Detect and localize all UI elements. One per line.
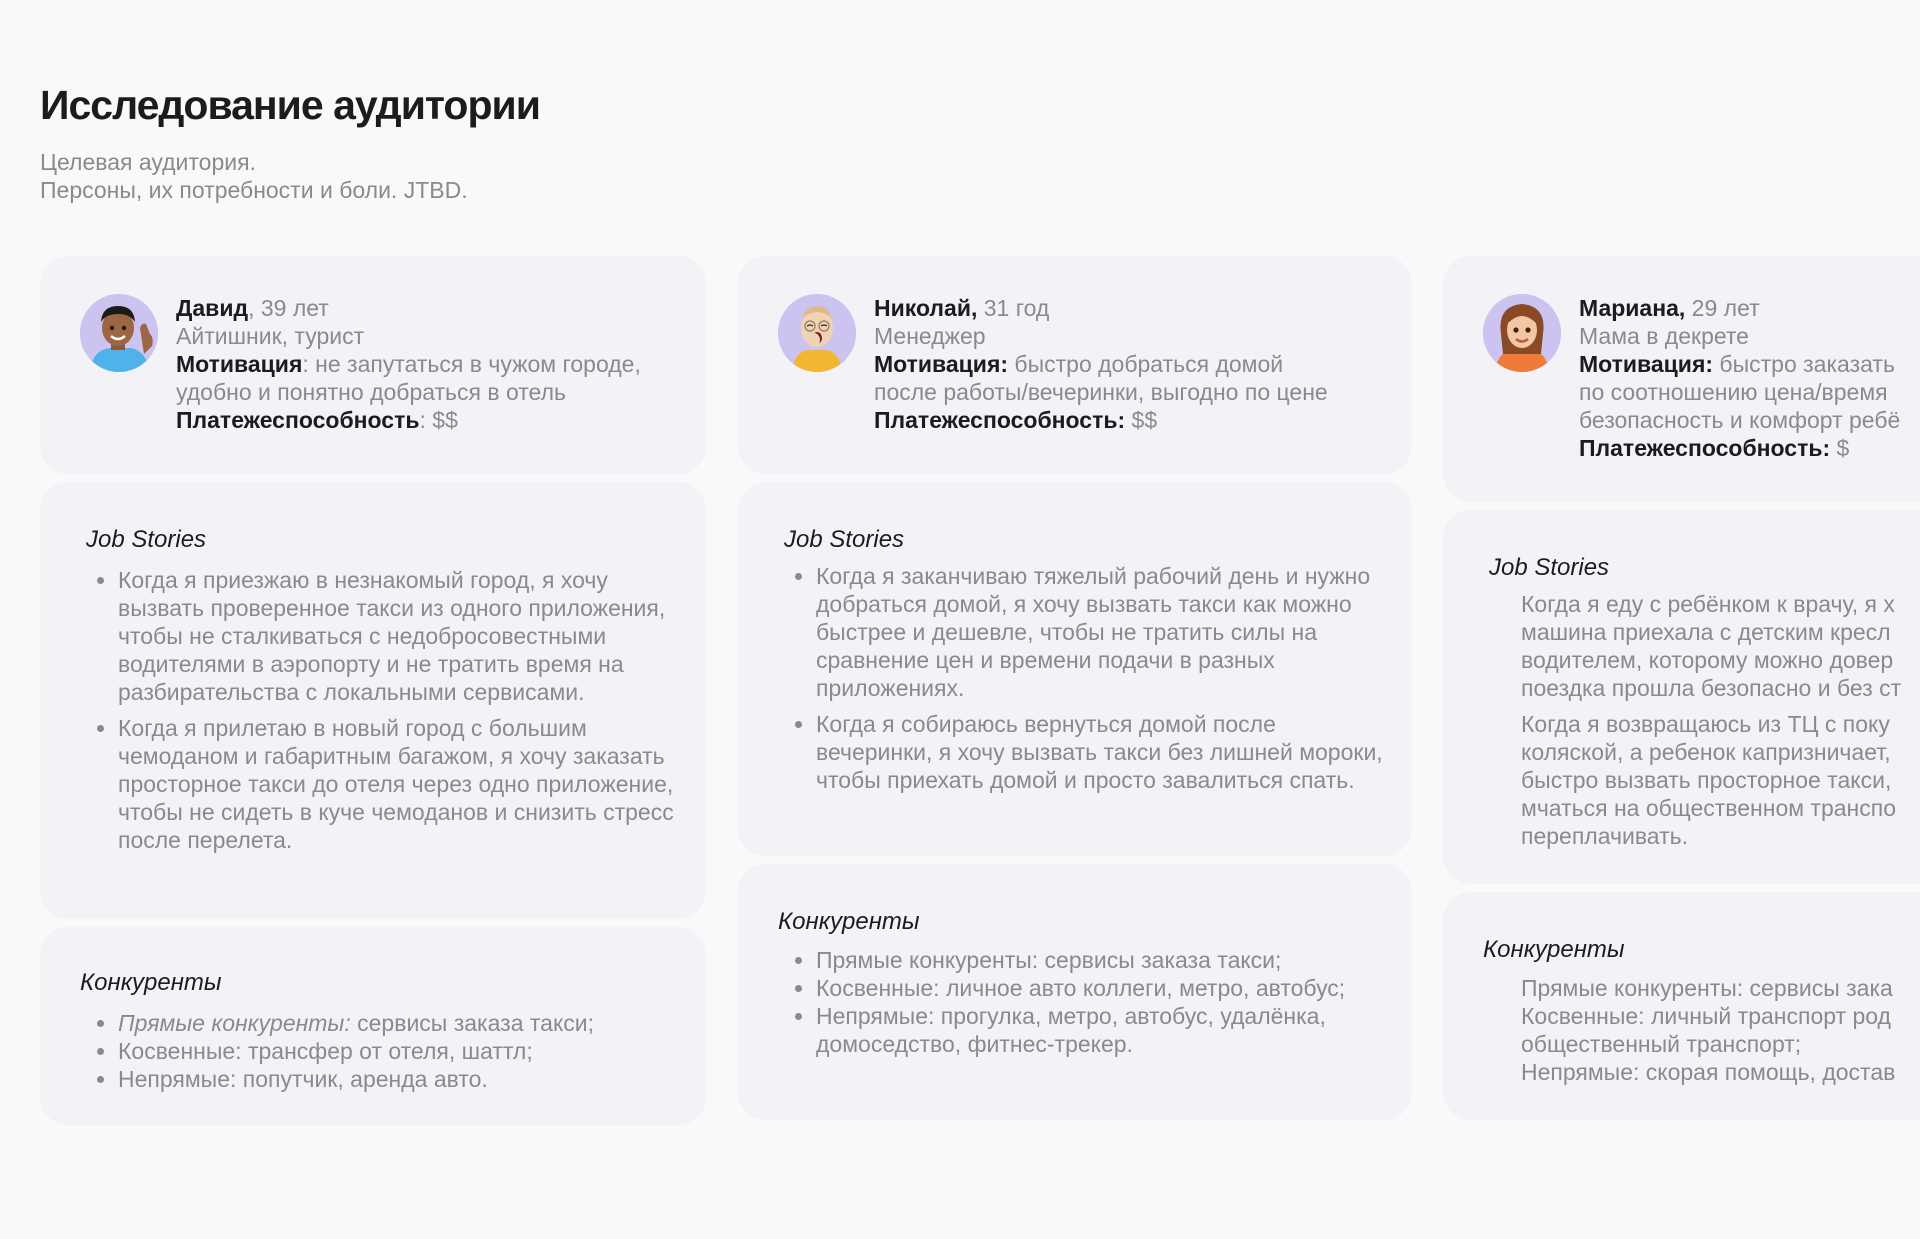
list-item: • Когда я приезжаю в незнакомый город, я хочу вызвать проверенное такси из одного приложения, чтобы не сталкиваться с недобросовестными водителями в аэропорту и не тратить время на разбирательства с локальными сервисами. bbox=[118, 566, 686, 706]
list-item-line: • Прямые конкуренты: сервисы зака bbox=[1521, 975, 1893, 1001]
motivation-label: Мотивация: bbox=[874, 351, 1009, 377]
competitors-title: Конкуренты bbox=[778, 908, 920, 935]
job-stories-list bbox=[1483, 590, 1920, 858]
list-item: • Прямые конкуренты: сервисы заказа такси; bbox=[816, 946, 1392, 974]
motivation-text: быстро заказать bbox=[1719, 351, 1895, 377]
list-item: • Непрямые: попутчик, аренда авто. bbox=[118, 1065, 686, 1093]
persona-name: Мариана, bbox=[1579, 295, 1686, 321]
job-stories-card bbox=[40, 482, 706, 919]
persona-role: Мама в декрете bbox=[1579, 323, 1749, 349]
competitors-list bbox=[80, 1009, 686, 1093]
competitors-title: Конкуренты bbox=[80, 969, 222, 996]
persona-info bbox=[1579, 294, 1909, 462]
list-item-line: • Непрямые: скорая помощь, достав bbox=[1521, 1059, 1896, 1085]
persona-role: Айтишник, турист bbox=[176, 323, 365, 349]
list-item bbox=[1521, 710, 1920, 850]
job-stories-list bbox=[778, 562, 1392, 802]
persona-card bbox=[40, 256, 706, 474]
persona-role: Менеджер bbox=[874, 323, 986, 349]
page-title: Исследование аудитории bbox=[40, 82, 540, 128]
subtitle-line: Персоны, их потребности и боли. JTBD. bbox=[40, 177, 468, 203]
persona-age: 31 год bbox=[977, 295, 1050, 321]
motivation-text: после работы/вечеринки, выгодно по цене bbox=[874, 379, 1328, 405]
pay-value: $$ bbox=[1131, 407, 1158, 433]
memoji-man-yawning-icon bbox=[778, 294, 856, 372]
list-item: • Когда я прилетаю в новый город с большим чемоданом и габаритным багажом, я хочу заказать просторное такси до отеля через одно приложение, чтобы не сидеть в куче чемоданов и снизить стресс после перелета. bbox=[118, 714, 686, 854]
pay-value: $ bbox=[1836, 435, 1850, 461]
job-stories-list bbox=[80, 566, 686, 862]
competitors-card bbox=[1443, 892, 1920, 1120]
list-item: • Когда я заканчиваю тяжелый рабочий день и нужно добраться домой, я хочу вызвать такси как можно быстрее и дешевле, чтобы не тратить силы на сравнение цен и времени подачи в разных приложениях. bbox=[816, 562, 1392, 702]
motivation-sep: : bbox=[302, 351, 316, 377]
motivation-label: Мотивация bbox=[176, 351, 303, 377]
competitors-list bbox=[1483, 974, 1920, 1086]
persona-age: 39 лет bbox=[254, 295, 329, 321]
page-subtitle bbox=[40, 148, 468, 204]
list-item-line: мчаться на общественном транспо bbox=[1521, 795, 1896, 821]
job-stories-title: Job Stories bbox=[1489, 554, 1610, 581]
list-item: • Косвенные: личное авто коллеги, метро, автобус; bbox=[816, 974, 1392, 1002]
memoji-woman-icon bbox=[1483, 294, 1561, 372]
list-item-line: • Косвенные: личный транспорт род bbox=[1521, 1003, 1891, 1029]
list-item bbox=[118, 1009, 686, 1037]
list-item-line: переплачивать. bbox=[1521, 823, 1688, 849]
persona-column-mariana bbox=[1443, 256, 1920, 1136]
job-stories-title: Job Stories bbox=[86, 526, 207, 553]
list-item-line: водителем, которому можно довер bbox=[1521, 647, 1894, 673]
persona-name: Давид bbox=[176, 295, 249, 321]
persona-age: 29 лет bbox=[1685, 295, 1760, 321]
list-item-line: • Когда я возвращаюсь из ТЦ с поку bbox=[1521, 711, 1890, 737]
competitors-card bbox=[40, 927, 706, 1125]
persona-card bbox=[738, 256, 1412, 474]
competitors-card bbox=[738, 864, 1412, 1120]
list-item-line: общественный транспорт; bbox=[1521, 1031, 1802, 1057]
memoji-man-waving-icon bbox=[80, 294, 158, 372]
motivation-text: удобно и понятно добраться в отель bbox=[176, 379, 566, 405]
list-item-line: быстро вызвать просторное такси, bbox=[1521, 767, 1892, 793]
motivation-label: Мотивация: bbox=[1579, 351, 1714, 377]
motivation-text: не запутаться в чужом городе, bbox=[315, 351, 641, 377]
competitor-text: сервисы заказа такси; bbox=[350, 1010, 595, 1036]
list-item-line: поездка прошла безопасно и без ст bbox=[1521, 675, 1902, 701]
list-item-line: • Когда я еду с ребёнком к врачу, я х bbox=[1521, 591, 1895, 617]
list-item: • Когда я собираюсь вернуться домой после вечеринки, я хочу вызвать такси без лишней мороки, чтобы приехать домой и просто завалиться спать. bbox=[816, 710, 1392, 794]
list-item-line: машина приехала с детским кресл bbox=[1521, 619, 1891, 645]
list-item: • Косвенные: трансфер от отеля, шаттл; bbox=[118, 1037, 686, 1065]
list-item-line: коляской, а ребенок капризничает, bbox=[1521, 739, 1891, 765]
list-item bbox=[1521, 590, 1920, 702]
subtitle-line: Целевая аудитория. bbox=[40, 149, 256, 175]
pay-label: Платежеспособность: bbox=[874, 407, 1126, 433]
list-item bbox=[1521, 1002, 1920, 1058]
list-item bbox=[1521, 974, 1920, 1002]
motivation-text: по соотношению цена/время bbox=[1579, 379, 1888, 405]
pay-sep: : bbox=[419, 407, 433, 433]
persona-info bbox=[874, 294, 1388, 434]
persona-name: Николай, bbox=[874, 295, 978, 321]
competitor-label: Прямые конкуренты: bbox=[118, 1010, 351, 1036]
pay-label: Платежеспособность: bbox=[1579, 435, 1831, 461]
persona-info bbox=[176, 294, 682, 434]
competitors-list bbox=[778, 946, 1392, 1058]
list-item bbox=[1521, 1058, 1920, 1086]
competitors-title: Конкуренты bbox=[1483, 936, 1625, 963]
persona-card bbox=[1443, 256, 1920, 502]
job-stories-card bbox=[738, 482, 1412, 856]
motivation-text: безопасность и комфорт ребё bbox=[1579, 407, 1901, 433]
pay-value: $$ bbox=[432, 407, 458, 433]
pay-label: Платежеспособность bbox=[176, 407, 420, 433]
list-item: • Непрямые: прогулка, метро, автобус, удалёнка, домоседство, фитнес-трекер. bbox=[816, 1002, 1392, 1058]
motivation-text: быстро добраться домой bbox=[1014, 351, 1284, 377]
job-stories-title: Job Stories bbox=[784, 526, 905, 553]
persona-name-sep: , bbox=[248, 295, 255, 321]
job-stories-card bbox=[1443, 510, 1920, 884]
